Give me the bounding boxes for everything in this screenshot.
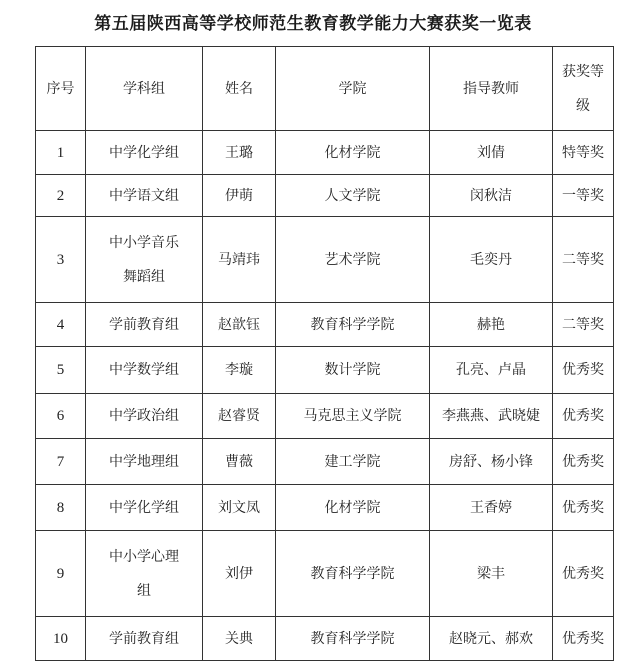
- table-row: [36, 439, 614, 485]
- cell-teacher: 赫艳: [430, 303, 553, 347]
- cell-college: 艺术学院: [276, 217, 430, 303]
- table-row: [36, 217, 614, 303]
- cell-no: 2: [36, 175, 86, 217]
- table-row: [36, 531, 614, 617]
- cell-no: 8: [36, 485, 86, 531]
- cell-group: [86, 217, 203, 303]
- cell-teacher: 房舒、杨小锋: [430, 439, 553, 485]
- table-row: [36, 617, 614, 661]
- header-teacher: 指导教师: [430, 47, 553, 131]
- cell-college: 化材学院: [276, 131, 430, 175]
- document-title: 第五届陕西高等学校师范生教育教学能力大赛获奖一览表: [94, 14, 532, 34]
- cell-name: 王璐: [203, 131, 276, 175]
- cell-name: 李璇: [203, 347, 276, 394]
- header-group: 学科组: [86, 47, 203, 131]
- header-award: [553, 47, 614, 131]
- awards-table: [35, 46, 614, 661]
- cell-name: 赵歆钰: [203, 303, 276, 347]
- table-row: [36, 175, 614, 217]
- cell-teacher: 孔亮、卢晶: [430, 347, 553, 394]
- cell-name: 关典: [203, 617, 276, 661]
- cell-no: 4: [36, 303, 86, 347]
- table-row: [36, 485, 614, 531]
- cell-college: 教育科学学院: [276, 617, 430, 661]
- cell-no: 5: [36, 347, 86, 394]
- cell-teacher: 梁丰: [430, 531, 553, 617]
- cell-teacher: 赵晓元、郝欢: [430, 617, 553, 661]
- cell-college: 人文学院: [276, 175, 430, 217]
- cell-award: 特等奖: [553, 131, 614, 175]
- cell-name: 马靖玮: [203, 217, 276, 303]
- table-row: [36, 303, 614, 347]
- cell-teacher: 刘倩: [430, 131, 553, 175]
- cell-group: 中学化学组: [86, 485, 203, 531]
- cell-group-label: 中小学心理组: [108, 548, 179, 599]
- cell-no: 10: [36, 617, 86, 661]
- cell-group: 学前教育组: [86, 303, 203, 347]
- cell-group: 学前教育组: [86, 617, 203, 661]
- header-no: 序号: [36, 47, 86, 131]
- cell-award: 二等奖: [553, 217, 614, 303]
- cell-award: 优秀奖: [553, 394, 614, 439]
- cell-teacher: 李燕燕、武晓婕: [430, 394, 553, 439]
- table-row: [36, 347, 614, 394]
- cell-no: 9: [36, 531, 86, 617]
- cell-name: 刘文凤: [203, 485, 276, 531]
- cell-award: 一等奖: [553, 175, 614, 217]
- cell-name: 刘伊: [203, 531, 276, 617]
- cell-no: 3: [36, 217, 86, 303]
- cell-teacher: 王香婷: [430, 485, 553, 531]
- cell-college: 马克思主义学院: [276, 394, 430, 439]
- cell-award: 优秀奖: [553, 485, 614, 531]
- cell-no: 7: [36, 439, 86, 485]
- cell-award: 二等奖: [553, 303, 614, 347]
- cell-college: 教育科学学院: [276, 303, 430, 347]
- cell-name: 赵睿贤: [203, 394, 276, 439]
- cell-group: 中学地理组: [86, 439, 203, 485]
- cell-no: 6: [36, 394, 86, 439]
- cell-college: 数计学院: [276, 347, 430, 394]
- cell-group-label: 中小学音乐舞蹈组: [108, 234, 179, 285]
- cell-college: 教育科学学院: [276, 531, 430, 617]
- cell-name: 曹薇: [203, 439, 276, 485]
- cell-award: 优秀奖: [553, 347, 614, 394]
- cell-group: 中学语文组: [86, 175, 203, 217]
- cell-group: [86, 531, 203, 617]
- cell-group: 中学政治组: [86, 394, 203, 439]
- header-row: [36, 47, 614, 131]
- cell-group: 中学化学组: [86, 131, 203, 175]
- cell-award: 优秀奖: [553, 531, 614, 617]
- cell-teacher: 闵秋洁: [430, 175, 553, 217]
- cell-teacher: 毛奕丹: [430, 217, 553, 303]
- cell-group: 中学数学组: [86, 347, 203, 394]
- cell-name: 伊萌: [203, 175, 276, 217]
- table-row: [36, 394, 614, 439]
- cell-college: 化材学院: [276, 485, 430, 531]
- cell-award: 优秀奖: [553, 439, 614, 485]
- cell-college: 建工学院: [276, 439, 430, 485]
- header-name: 姓名: [203, 47, 276, 131]
- header-award-label: 获奖等级: [561, 63, 604, 114]
- cell-award: 优秀奖: [553, 617, 614, 661]
- cell-no: 1: [36, 131, 86, 175]
- table-row: [36, 131, 614, 175]
- header-college: 学院: [276, 47, 430, 131]
